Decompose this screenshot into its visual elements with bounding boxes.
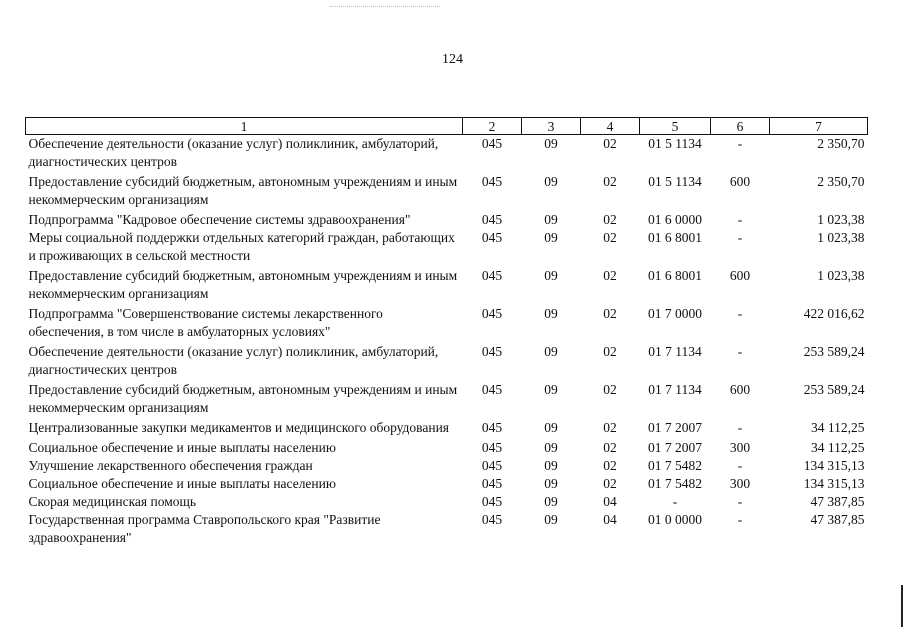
row-code-4: 02: [603, 344, 617, 359]
header-col-1: 1: [26, 118, 463, 135]
row-code-2: 045: [481, 230, 503, 245]
header-col-4: 4: [581, 118, 640, 135]
row-name: Социальное обеспечение и иные выплаты населению: [28, 476, 336, 491]
row-amount: 2 350,70: [817, 174, 865, 189]
row-code-3: 09: [544, 174, 558, 189]
table-row: [26, 511, 868, 547]
row-code-5: 01 7 0000: [648, 306, 702, 321]
row-code-5: 01 7 5482: [648, 458, 702, 473]
row-code-2: 045: [481, 440, 503, 455]
row-code-3: 09: [544, 268, 558, 283]
row-code-5: 01 7 2007: [648, 420, 702, 435]
row-code-5: 01 5 1134: [648, 136, 702, 151]
row-code-2: 045: [481, 268, 503, 283]
row-code-4: 02: [603, 382, 617, 397]
page-number: 124: [442, 52, 463, 67]
row-code-2: 045: [481, 306, 503, 321]
row-code-3: 09: [544, 344, 558, 359]
row-amount: 1 023,38: [817, 212, 865, 227]
row-code-4: 02: [603, 212, 617, 227]
row-name: Подпрограмма "Совершенствование системы лекарственного обеспечения, в том числе в амбулаторных условиях": [28, 306, 383, 339]
row-code-6: -: [737, 230, 743, 245]
row-code-4: 02: [603, 420, 617, 435]
row-name: Скорая медицинская помощь: [28, 494, 197, 509]
table-row: [26, 439, 868, 457]
table-row: [26, 305, 868, 343]
row-code-2: 045: [481, 212, 503, 227]
row-code-4: 02: [603, 136, 617, 151]
row-code-5: 01 6 8001: [648, 268, 702, 283]
table-header-row: [26, 118, 868, 135]
row-code-2: 045: [481, 512, 503, 527]
row-code-6: -: [737, 306, 743, 321]
row-amount: 253 589,24: [803, 382, 865, 397]
row-code-3: 09: [544, 440, 558, 455]
row-code-2: 045: [481, 382, 503, 397]
row-amount: 1 023,38: [817, 268, 865, 283]
row-code-5: 01 6 8001: [648, 230, 702, 245]
header-col-2: 2: [463, 118, 522, 135]
row-code-5: 01 6 0000: [648, 212, 702, 227]
row-code-4: 02: [603, 306, 617, 321]
row-code-2: 045: [481, 136, 503, 151]
row-code-5: 01 7 1134: [648, 344, 702, 359]
row-code-5: 01 7 5482: [648, 476, 702, 491]
row-code-3: 09: [544, 512, 558, 527]
table-row: [26, 457, 868, 475]
row-amount: 47 387,85: [810, 512, 865, 527]
row-code-6: 600: [729, 174, 751, 189]
row-name: Предоставление субсидий бюджетным, автономным учреждениям и иным некоммерческим организациям: [28, 174, 458, 207]
row-code-6: 600: [729, 268, 751, 283]
row-code-3: 09: [544, 136, 558, 151]
row-code-6: -: [737, 458, 743, 473]
row-code-6: 600: [729, 382, 751, 397]
table-row: [26, 343, 868, 381]
header-col-3: 3: [522, 118, 581, 135]
row-code-6: -: [737, 512, 743, 527]
row-code-2: 045: [481, 174, 503, 189]
row-amount: 253 589,24: [803, 344, 865, 359]
table-row: [26, 135, 868, 174]
row-code-5: 01 0 0000: [648, 512, 702, 527]
row-code-6: -: [737, 420, 743, 435]
row-code-6: -: [737, 494, 743, 509]
row-amount: 47 387,85: [810, 494, 865, 509]
row-name: Подпрограмма "Кадровое обеспечение системы здравоохранения": [28, 212, 411, 227]
row-name: Обеспечение деятельности (оказание услуг) поликлиник, амбулаторий, диагностических центров: [28, 344, 439, 377]
header-col-6: 6: [711, 118, 770, 135]
row-code-3: 09: [544, 230, 558, 245]
scan-edge-mark: [901, 585, 903, 627]
budget-table: [25, 117, 868, 547]
table-row: [26, 493, 868, 511]
row-code-3: 09: [544, 494, 558, 509]
row-code-4: 02: [603, 458, 617, 473]
row-code-5: 01 7 2007: [648, 440, 702, 455]
scan-artifact: [330, 6, 440, 9]
row-code-5: 01 7 1134: [648, 382, 702, 397]
row-name: Социальное обеспечение и иные выплаты населению: [28, 440, 336, 455]
row-code-6: 300: [729, 476, 751, 491]
row-code-4: 02: [603, 230, 617, 245]
row-amount: 34 112,25: [811, 420, 865, 435]
row-name: Предоставление субсидий бюджетным, автономным учреждениям и иным некоммерческим организациям: [28, 382, 458, 415]
row-amount: 2 350,70: [817, 136, 865, 151]
row-name: Обеспечение деятельности (оказание услуг) поликлиник, амбулаторий, диагностических центров: [28, 136, 439, 169]
row-name: Государственная программа Ставропольского края "Развитие здравоохранения": [28, 512, 381, 545]
row-code-3: 09: [544, 306, 558, 321]
row-code-2: 045: [481, 458, 503, 473]
row-code-2: 045: [481, 420, 503, 435]
row-amount: 1 023,38: [817, 230, 865, 245]
row-code-2: 045: [481, 476, 503, 491]
row-code-3: 09: [544, 212, 558, 227]
row-code-4: 02: [603, 476, 617, 491]
row-code-6: 300: [729, 440, 751, 455]
table-row: [26, 211, 868, 229]
row-amount: 134 315,13: [803, 476, 865, 491]
row-code-3: 09: [544, 476, 558, 491]
row-name: Меры социальной поддержки отдельных категорий граждан, работающих и проживающих в сельской местности: [28, 230, 455, 263]
table-row: [26, 381, 868, 419]
row-amount: 34 112,25: [811, 440, 865, 455]
table-row: [26, 419, 868, 439]
row-name: Предоставление субсидий бюджетным, автономным учреждениям и иным некоммерческим организациям: [28, 268, 458, 301]
row-code-6: -: [737, 344, 743, 359]
row-code-4: 02: [603, 268, 617, 283]
row-code-4: 02: [603, 440, 617, 455]
table-row: [26, 267, 868, 305]
row-code-3: 09: [544, 458, 558, 473]
table-row: [26, 475, 868, 493]
row-code-2: 045: [481, 494, 503, 509]
row-code-5: -: [672, 494, 678, 509]
row-amount: 422 016,62: [803, 306, 865, 321]
row-code-3: 09: [544, 382, 558, 397]
row-name: Улучшение лекарственного обеспечения граждан: [28, 458, 313, 473]
row-code-3: 09: [544, 420, 558, 435]
row-name: Централизованные закупки медикаментов и медицинского оборудования: [28, 420, 450, 435]
row-code-4: 04: [603, 494, 617, 509]
header-col-5: 5: [640, 118, 711, 135]
table-row: [26, 173, 868, 211]
header-col-7: 7: [770, 118, 868, 135]
row-code-6: -: [737, 212, 743, 227]
row-code-4: 02: [603, 174, 617, 189]
table-row: [26, 229, 868, 267]
row-code-5: 01 5 1134: [648, 174, 702, 189]
row-code-2: 045: [481, 344, 503, 359]
row-code-6: -: [737, 136, 743, 151]
row-code-4: 04: [603, 512, 617, 527]
row-amount: 134 315,13: [803, 458, 865, 473]
